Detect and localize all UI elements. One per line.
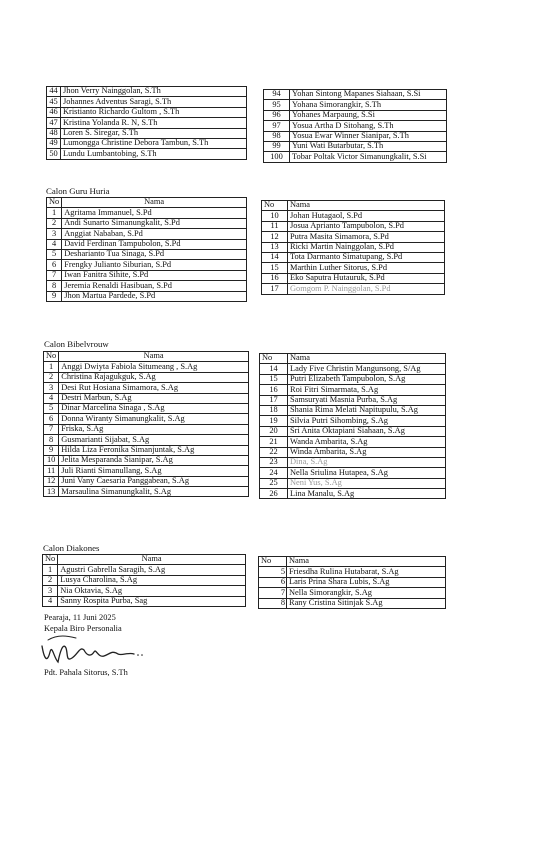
table-row: [262, 232, 445, 242]
table-row: [262, 242, 445, 252]
table-row: [260, 468, 446, 478]
row-number: 5: [44, 403, 59, 413]
guru-huria-table-right: [261, 200, 445, 295]
row-number: 26: [260, 489, 288, 499]
column-header-nama: Nama: [288, 354, 446, 364]
row-number: 50: [47, 149, 61, 159]
candidate-name: Frengky Julianto Siburian, S.Pd: [62, 260, 247, 270]
table-row: [47, 138, 247, 148]
table-row: [44, 466, 249, 476]
column-header-no: No: [259, 557, 287, 567]
candidate-name: Samsuryati Masnia Purba, S.Ag: [288, 395, 446, 405]
table-row: [44, 435, 249, 445]
candidate-name: Gusmarianti Sijabat, S.Ag: [59, 435, 249, 445]
row-number: 11: [262, 221, 288, 231]
table-row: [264, 141, 447, 151]
signatory-name: Pdt. Pahala Sitorus, S.Th: [44, 668, 128, 677]
table-row: [44, 455, 249, 465]
candidate-name: Friesdha Rulina Hutabarat, S.Ag: [287, 567, 446, 577]
candidate-name: Lina Manalu, S.Ag: [288, 489, 446, 499]
candidate-name: Kristianto Richardo Gultom , S.Th: [61, 107, 247, 117]
candidate-name: Lusya Charolina, S.Ag: [58, 575, 246, 585]
row-number: 2: [43, 575, 58, 585]
row-number: 7: [47, 270, 62, 280]
row-number: 9: [44, 445, 59, 455]
row-number: 11: [44, 466, 59, 476]
candidate-name: Destri Marbun, S.Ag: [59, 393, 249, 403]
row-number: 6: [44, 414, 59, 424]
candidate-name: Friska, S.Ag: [59, 424, 249, 434]
column-header-nama: Nama: [287, 557, 446, 567]
table-row: [260, 416, 446, 426]
table-row: [43, 565, 246, 575]
column-header-no: No: [262, 201, 288, 211]
row-number: 45: [47, 97, 61, 107]
candidate-name: Nella Sriulina Hutapea, S.Ag: [288, 468, 446, 478]
table-row: [260, 447, 446, 457]
candidate-name: Jelita Mesparanda Sianipar, S.Ag: [59, 455, 249, 465]
row-number: 8: [44, 435, 59, 445]
column-header-nama: Nama: [59, 352, 249, 362]
table-row: [47, 291, 247, 301]
table-row: [264, 121, 447, 131]
row-number: 99: [264, 141, 290, 151]
row-number: 17: [262, 284, 288, 294]
candidate-name: Putra Masita Simamora, S.Pd: [288, 232, 445, 242]
candidate-name: Desharianto Tua Sinaga, S.Pd: [62, 249, 247, 259]
candidate-name: Desi Rut Hosiana Simamora, S.Ag: [59, 383, 249, 393]
candidate-name: Silvia Putri Sihombing, S.Ag: [288, 416, 446, 426]
row-number: 17: [260, 395, 288, 405]
candidate-name: Yohanes Marpaung, S.Si: [290, 110, 447, 120]
candidate-name: Christina Rajagukguk, S.Ag: [59, 372, 249, 382]
table-row: [47, 128, 247, 138]
candidate-name: Marsaulina Simanungkalit, S.Ag: [59, 487, 249, 497]
table-row: [43, 586, 246, 596]
table-row: [260, 478, 446, 488]
candidate-name: Sanny Rospita Purba, Sag: [58, 596, 246, 606]
row-number: 98: [264, 131, 290, 141]
row-number: 3: [43, 586, 58, 596]
candidate-name: Sri Anita Oktapiani Siahaan, S.Ag: [288, 426, 446, 436]
row-number: 19: [260, 416, 288, 426]
candidate-table-top-left: [46, 86, 247, 160]
candidate-name: Lady Five Christin Mangunsong, S/Ag: [288, 364, 446, 374]
table-row: [259, 588, 446, 598]
candidate-name: Dina, S.Ag: [288, 457, 446, 467]
table-row: [259, 598, 446, 608]
table-row: [264, 152, 447, 162]
table-row: [260, 385, 446, 395]
signatory-position: Kepala Biro Personalia: [44, 624, 122, 633]
table-row: [47, 229, 247, 239]
section-title-guru-huria: Calon Guru Huria: [46, 186, 110, 196]
table-row: [44, 414, 249, 424]
table-row: [47, 107, 247, 117]
candidate-name: Andi Sunarto Simanungkalit, S.Pd: [62, 218, 247, 228]
candidate-name: Yohan Sintong Mapanes Siahaan, S.Si: [290, 90, 447, 100]
table-row: [44, 445, 249, 455]
candidate-table-top-right: [263, 89, 447, 163]
row-number: 5: [47, 249, 62, 259]
table-row: [44, 372, 249, 382]
candidate-name: Roi Fitri Simarmata, S.Ag: [288, 385, 446, 395]
table-row: [44, 487, 249, 497]
row-number: 48: [47, 128, 61, 138]
bibelvrouw-table-left: [43, 351, 249, 497]
row-number: 18: [260, 405, 288, 415]
table-row: [260, 405, 446, 415]
row-number: 13: [44, 487, 59, 497]
candidate-name: Marthin Luther Sitorus, S.Pd: [288, 263, 445, 273]
candidate-name: Jeremia Renaldi Hasibuan, S.Pd: [62, 281, 247, 291]
row-number: 15: [262, 263, 288, 273]
row-number: 4: [44, 393, 59, 403]
row-number: 1: [47, 208, 62, 218]
column-header-no: No: [260, 354, 288, 364]
candidate-name: David Ferdinan Tampubolon, S.Pd: [62, 239, 247, 249]
row-number: 100: [264, 152, 290, 162]
row-number: 7: [44, 424, 59, 434]
row-number: 12: [44, 476, 59, 486]
row-number: 7: [259, 588, 287, 598]
row-number: 14: [260, 364, 288, 374]
table-row: [47, 218, 247, 228]
row-number: 10: [44, 455, 59, 465]
candidate-name: Eko Saputra Hutauruk, S.Pd: [288, 273, 445, 283]
table-row: [44, 383, 249, 393]
handwritten-signature: [38, 628, 148, 668]
candidate-name: Juli Rianti Simanullang, S.Ag: [59, 466, 249, 476]
row-number: 1: [43, 565, 58, 575]
table-row: [264, 131, 447, 141]
candidate-name: Putri Elizabeth Tampubolon, S.Ag: [288, 374, 446, 384]
row-number: 16: [262, 273, 288, 283]
row-number: 4: [47, 239, 62, 249]
candidate-name: Tobar Poltak Victor Simanungkalit, S.Si: [290, 152, 447, 162]
table-row: [47, 260, 247, 270]
candidate-name: Nella Simorangkir, S.Ag: [287, 588, 446, 598]
candidate-name: Anggiat Nababan, S.Pd: [62, 229, 247, 239]
candidate-name: Nia Oktavia, S.Ag: [58, 586, 246, 596]
candidate-name: Winda Ambarita, S.Ag: [288, 447, 446, 457]
candidate-name: Juni Vany Caesaria Panggabean, S.Ag: [59, 476, 249, 486]
row-number: 21: [260, 437, 288, 447]
section-title-diakones: Calon Diakones: [43, 543, 100, 553]
row-number: 97: [264, 121, 290, 131]
diakones-table-left: [42, 554, 246, 607]
candidate-name: Jhon Martua Pardede, S.Pd: [62, 291, 247, 301]
table-row: [44, 393, 249, 403]
candidate-name: Yosua Ewar Winner Sianipar, S.Th: [290, 131, 447, 141]
table-row: [262, 211, 445, 221]
row-number: 44: [47, 87, 61, 97]
column-header-no: No: [47, 198, 62, 208]
table-row: [262, 263, 445, 273]
table-row: [47, 239, 247, 249]
candidate-name: Laris Prina Shara Lubis, S.Ag: [287, 577, 446, 587]
row-number: 20: [260, 426, 288, 436]
candidate-name: Kristina Yolanda R. N, S.Th: [61, 118, 247, 128]
row-number: 12: [262, 232, 288, 242]
row-number: 25: [260, 478, 288, 488]
table-row: [264, 110, 447, 120]
section-title-bibelvrouw: Calon Bibelvrouw: [44, 339, 109, 349]
table-row: [262, 273, 445, 283]
column-header-no: No: [44, 352, 59, 362]
candidate-name: Shania Rima Melati Napitupulu, S.Ag: [288, 405, 446, 415]
candidate-name: Josua Aprianto Tampubolon, S.Pd: [288, 221, 445, 231]
candidate-name: Donna Wiranty Simanungkalit, S.Ag: [59, 414, 249, 424]
table-row: [44, 424, 249, 434]
row-number: 46: [47, 107, 61, 117]
row-number: 16: [260, 385, 288, 395]
table-row: [47, 249, 247, 259]
column-header-nama: Nama: [58, 555, 246, 565]
row-number: 8: [259, 598, 287, 608]
candidate-name: Hilda Liza Feronika Simanjuntak, S.Ag: [59, 445, 249, 455]
candidate-name: Jhon Verry Nainggolan, S.Th: [61, 87, 247, 97]
diakones-table-right: [258, 556, 446, 609]
table-row: [47, 270, 247, 280]
candidate-name: Johannes Adventus Saragi, S.Th: [61, 97, 247, 107]
row-number: 95: [264, 100, 290, 110]
table-row: [260, 374, 446, 384]
candidate-name: Neni Yus, S.Ag: [288, 478, 446, 488]
table-row: [260, 489, 446, 499]
table-row: [260, 437, 446, 447]
candidate-name: Wanda Ambarita, S.Ag: [288, 437, 446, 447]
table-row: [264, 90, 447, 100]
candidate-name: Johan Hutagaol, S.Pd: [288, 211, 445, 221]
candidate-name: Anggi Dwiyta Fabiola Situmeang , S.Ag: [59, 362, 249, 372]
table-row: [259, 567, 446, 577]
candidate-name: Agustri Gabrella Saragih, S.Ag: [58, 565, 246, 575]
row-number: 6: [259, 577, 287, 587]
row-number: 24: [260, 468, 288, 478]
table-row: [264, 100, 447, 110]
candidate-name: Yuni Wati Butarbutar, S.Th: [290, 141, 447, 151]
row-number: 14: [262, 252, 288, 262]
row-number: 2: [47, 218, 62, 228]
table-row: [262, 252, 445, 262]
table-row: [260, 457, 446, 467]
bibelvrouw-table-right: [259, 353, 446, 499]
row-number: 23: [260, 457, 288, 467]
place-date: Pearaja, 11 Juni 2025: [44, 613, 116, 622]
row-number: 9: [47, 291, 62, 301]
candidate-name: Dinar Marcelina Sinaga , S.Ag: [59, 403, 249, 413]
row-number: 5: [259, 567, 287, 577]
table-row: [47, 149, 247, 159]
table-row: [43, 596, 246, 606]
row-number: 22: [260, 447, 288, 457]
row-number: 49: [47, 138, 61, 148]
column-header-nama: Nama: [62, 198, 247, 208]
candidate-name: Yosua Artha D Sitohang, S.Th: [290, 121, 447, 131]
table-row: [262, 221, 445, 231]
row-number: 94: [264, 90, 290, 100]
row-number: 4: [43, 596, 58, 606]
row-number: 3: [44, 383, 59, 393]
table-row: [47, 87, 247, 97]
row-number: 1: [44, 362, 59, 372]
row-number: 2: [44, 372, 59, 382]
candidate-name: Lundu Lumbantobing, S.Th: [61, 149, 247, 159]
table-row: [259, 577, 446, 587]
candidate-name: Yohana Simorangkir, S.Th: [290, 100, 447, 110]
row-number: 3: [47, 229, 62, 239]
column-header-nama: Nama: [288, 201, 445, 211]
table-row: [260, 364, 446, 374]
row-number: 10: [262, 211, 288, 221]
candidate-name: Rany Cristina Sitinjak S.Ag: [287, 598, 446, 608]
table-row: [47, 97, 247, 107]
row-number: 6: [47, 260, 62, 270]
row-number: 8: [47, 281, 62, 291]
table-row: [47, 118, 247, 128]
row-number: 96: [264, 110, 290, 120]
table-row: [262, 284, 445, 294]
candidate-name: Tota Darmanto Simatupang, S.Pd: [288, 252, 445, 262]
guru-huria-table-left: [46, 197, 247, 302]
table-row: [260, 395, 446, 405]
row-number: 15: [260, 374, 288, 384]
candidate-name: Iwan Fanitra Sihite, S.Pd: [62, 270, 247, 280]
table-row: [43, 575, 246, 585]
candidate-name: Ricki Martin Nainggolan, S.Pd: [288, 242, 445, 252]
table-row: [44, 476, 249, 486]
row-number: 47: [47, 118, 61, 128]
candidate-name: Loren S. Siregar, S.Th: [61, 128, 247, 138]
row-number: 13: [262, 242, 288, 252]
table-row: [47, 208, 247, 218]
table-row: [44, 403, 249, 413]
candidate-name: Gomgom P. Nainggolan, S.Pd: [288, 284, 445, 294]
candidate-name: Agritama Immanuel, S.Pd: [62, 208, 247, 218]
table-row: [260, 426, 446, 436]
candidate-name: Lumongga Christine Debora Tambun, S.Th: [61, 138, 247, 148]
table-row: [47, 281, 247, 291]
table-row: [44, 362, 249, 372]
column-header-no: No: [43, 555, 58, 565]
